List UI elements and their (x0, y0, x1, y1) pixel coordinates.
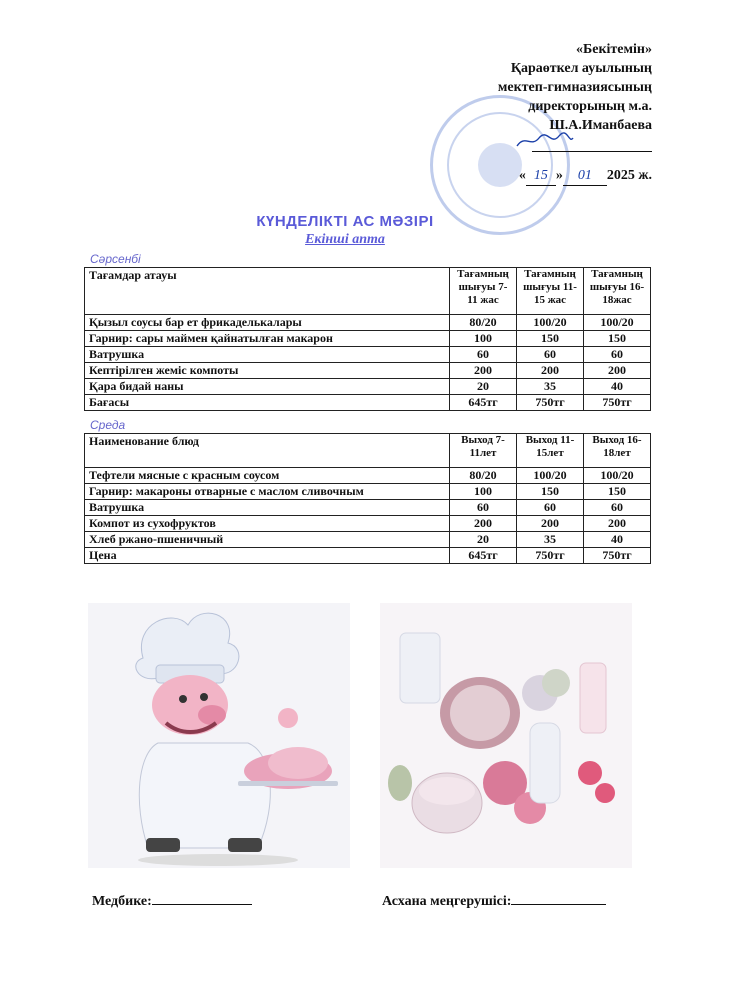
portion-11-15: 100/20 (517, 468, 584, 484)
price-11-15: 750тг (517, 395, 584, 411)
price-11-15: 750тг (517, 548, 584, 564)
header-portion-7-11: Выход 7-11лет (450, 434, 517, 468)
portion-7-11: 100 (450, 331, 517, 347)
header-dish-name: Тағамдар атауы (85, 268, 450, 315)
menu-table-kz (84, 267, 651, 411)
portion-11-15: 100/20 (517, 315, 584, 331)
portion-11-15: 150 (517, 331, 584, 347)
header-portion-11-15: Тағамның шығуы 11-15 жас (517, 268, 584, 315)
portion-16-18: 100/20 (584, 468, 651, 484)
date-month: 01 (563, 166, 607, 186)
dish-name: Компот из сухофруктов (85, 516, 450, 532)
canteen-head-signature-line (511, 890, 606, 905)
approval-line-1: «Бекітемін» (575, 42, 652, 57)
portion-16-18: 150 (584, 484, 651, 500)
dish-name: Тефтели мясные с красным соусом (85, 468, 450, 484)
price-7-11: 645тг (450, 395, 517, 411)
price-16-18: 750тг (584, 548, 651, 564)
portion-7-11: 80/20 (450, 315, 517, 331)
dish-name: Ватрушка (85, 500, 450, 516)
approval-date: « 15 » 01 2025 ж. (392, 166, 652, 186)
nurse-signature (92, 890, 252, 910)
dish-name: Гарнир: макароны отварные с маслом сливочным (85, 484, 450, 500)
table-row (85, 331, 651, 347)
page-title: КҮНДЕЛІКТІ АС МӘЗІРІ (256, 213, 434, 230)
portion-7-11: 200 (450, 516, 517, 532)
approval-block (392, 40, 652, 186)
table-row (85, 363, 651, 379)
nurse-signature-line (152, 890, 252, 905)
portion-16-18: 200 (584, 516, 651, 532)
portion-7-11: 20 (450, 379, 517, 395)
day-label-wednesday-kz: Сәрсенбі (90, 252, 141, 266)
dish-name: Ватрушка (85, 347, 450, 363)
approval-line-4: директорының м.а. (528, 99, 652, 114)
approval-line-3: мектеп-гимназиясының (497, 80, 652, 95)
date-year: 2025 ж. (606, 168, 652, 183)
portion-11-15: 60 (517, 500, 584, 516)
dish-name: Хлеб ржано-пшеничный (85, 532, 450, 548)
table-row (85, 315, 651, 331)
header-portion-16-18: Выход 16-18лет (584, 434, 651, 468)
price-7-11: 645тг (450, 548, 517, 564)
portion-16-18: 40 (584, 532, 651, 548)
portion-16-18: 60 (584, 500, 651, 516)
date-day: 15 (526, 166, 556, 186)
header-portion-7-11: Тағамның шығуы 7-11 жас (450, 268, 517, 315)
food-illustration (380, 603, 632, 868)
dish-name: Қара бидай наны (85, 379, 450, 395)
dish-name: Қызыл соусы бар ет фрикаделькалары (85, 315, 450, 331)
table-row (85, 500, 651, 516)
dish-name: Цена (85, 548, 450, 564)
dish-name: Кептірілген жеміс компоты (85, 363, 450, 379)
portion-7-11: 100 (450, 484, 517, 500)
canteen-head-signature (382, 890, 606, 910)
portion-7-11: 60 (450, 347, 517, 363)
table-header-row (85, 434, 651, 468)
header-portion-16-18: Тағамның шығуы 16-18жас (584, 268, 651, 315)
portion-16-18: 100/20 (584, 315, 651, 331)
table-header-row (85, 268, 651, 315)
portion-7-11: 60 (450, 500, 517, 516)
table-row (85, 379, 651, 395)
page-subtitle: Екінші апта (305, 232, 385, 247)
table-row (85, 516, 651, 532)
table-row-price (85, 548, 651, 564)
chef-illustration (88, 603, 350, 868)
portion-7-11: 20 (450, 532, 517, 548)
table-row-price (85, 395, 651, 411)
portion-7-11: 80/20 (450, 468, 517, 484)
table-row (85, 468, 651, 484)
approval-line-5: Ш.А.Иманбаева (549, 118, 652, 133)
director-signature (515, 132, 575, 150)
portion-16-18: 200 (584, 363, 651, 379)
day-label-wednesday-ru: Среда (90, 418, 126, 432)
table-row (85, 484, 651, 500)
dish-name: Бағасы (85, 395, 450, 411)
portion-11-15: 60 (517, 347, 584, 363)
portion-11-15: 200 (517, 516, 584, 532)
portion-16-18: 60 (584, 347, 651, 363)
nurse-label: Медбике: (92, 894, 152, 909)
header-portion-11-15: Выход 11-15лет (517, 434, 584, 468)
portion-16-18: 150 (584, 331, 651, 347)
portion-16-18: 40 (584, 379, 651, 395)
canteen-head-label: Асхана меңгерушісі: (382, 894, 512, 909)
portion-7-11: 200 (450, 363, 517, 379)
price-16-18: 750тг (584, 395, 651, 411)
portion-11-15: 35 (517, 532, 584, 548)
portion-11-15: 35 (517, 379, 584, 395)
portion-11-15: 200 (517, 363, 584, 379)
header-dish-name: Наименование блюд (85, 434, 450, 468)
portion-11-15: 150 (517, 484, 584, 500)
table-row (85, 347, 651, 363)
approval-line-2: Қараөткел ауылының (510, 61, 652, 76)
menu-table-ru (84, 433, 651, 564)
table-row (85, 532, 651, 548)
dish-name: Гарнир: сары маймен қайнатылған макарон (85, 331, 450, 347)
